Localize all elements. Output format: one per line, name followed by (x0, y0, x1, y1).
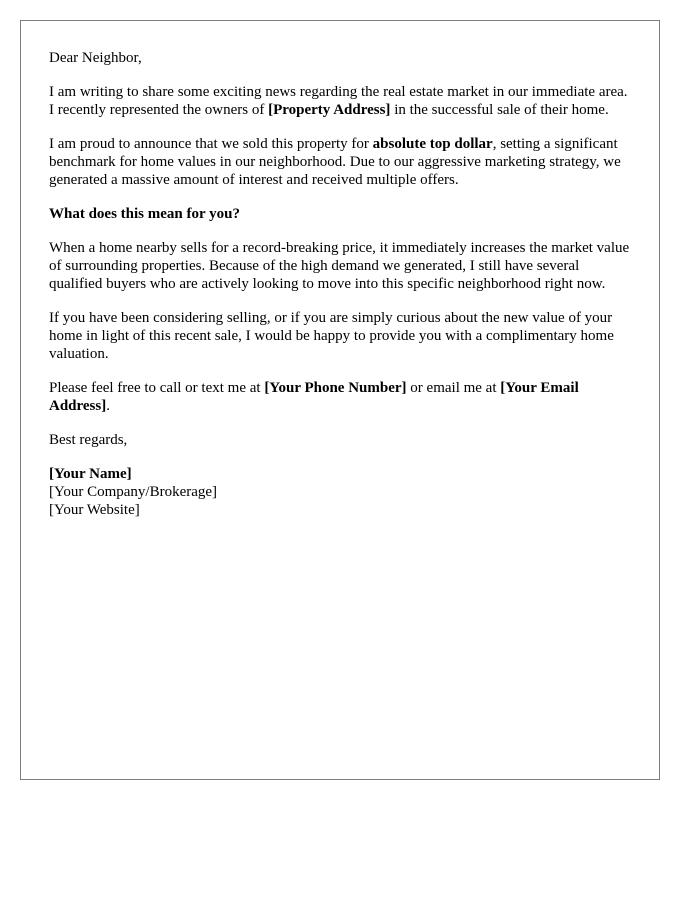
paragraph-valuation-offer: If you have been considering selling, or if you are simply curious about the new value of your home in light of this recent sale, I would be happy to provide you with a complimentary home valuation. (49, 310, 614, 362)
phone-placeholder: [Your Phone Number] (264, 380, 407, 396)
paragraph-market-value: When a home nearby sells for a record-breaking price, it immediately increases the market value of surrounding properties. Because of the high demand we generated, I still have several qualified buyers who are actively looking to move into this specific neighborhood right now. (49, 240, 630, 292)
p5-text-after: . (106, 398, 110, 414)
paragraph-sale-announcement (49, 83, 631, 119)
p2-text-before: I am proud to announce that we sold this property for (49, 136, 373, 152)
p5-text-before: Please feel free to call or text me at (49, 380, 265, 396)
signature-company: [Your Company/Brokerage] (49, 484, 218, 500)
salutation: Dear Neighbor, (49, 50, 142, 66)
closing: Best regards, (49, 432, 128, 448)
letter-page (20, 20, 660, 780)
top-dollar-emphasis: absolute top dollar (372, 136, 493, 152)
subheading-text: What does this mean for you? (49, 206, 240, 222)
email-placeholder: [Your Email Address] (49, 380, 579, 414)
property-address-placeholder: [Property Address] (268, 102, 391, 118)
p2-text-after: , setting a significant benchmark for home values in our neighborhood. Due to our aggressive marketing strategy, we generated a massive amount of interest and received multiple offers. (49, 136, 621, 188)
paragraph-contact (49, 379, 631, 415)
p5-text-middle: or email me at (406, 380, 501, 396)
paragraph-top-dollar (49, 135, 631, 189)
signature-name: [Your Name] (49, 466, 132, 482)
p1-text-before: I am writing to share some exciting news regarding the real estate market in our immediate area. I recently represented the owners of (49, 84, 628, 118)
p1-text-after: in the successful sale of their home. (390, 102, 609, 118)
signature-website: [Your Website] (49, 502, 140, 518)
signature-block (49, 465, 631, 519)
subheading (49, 205, 631, 223)
